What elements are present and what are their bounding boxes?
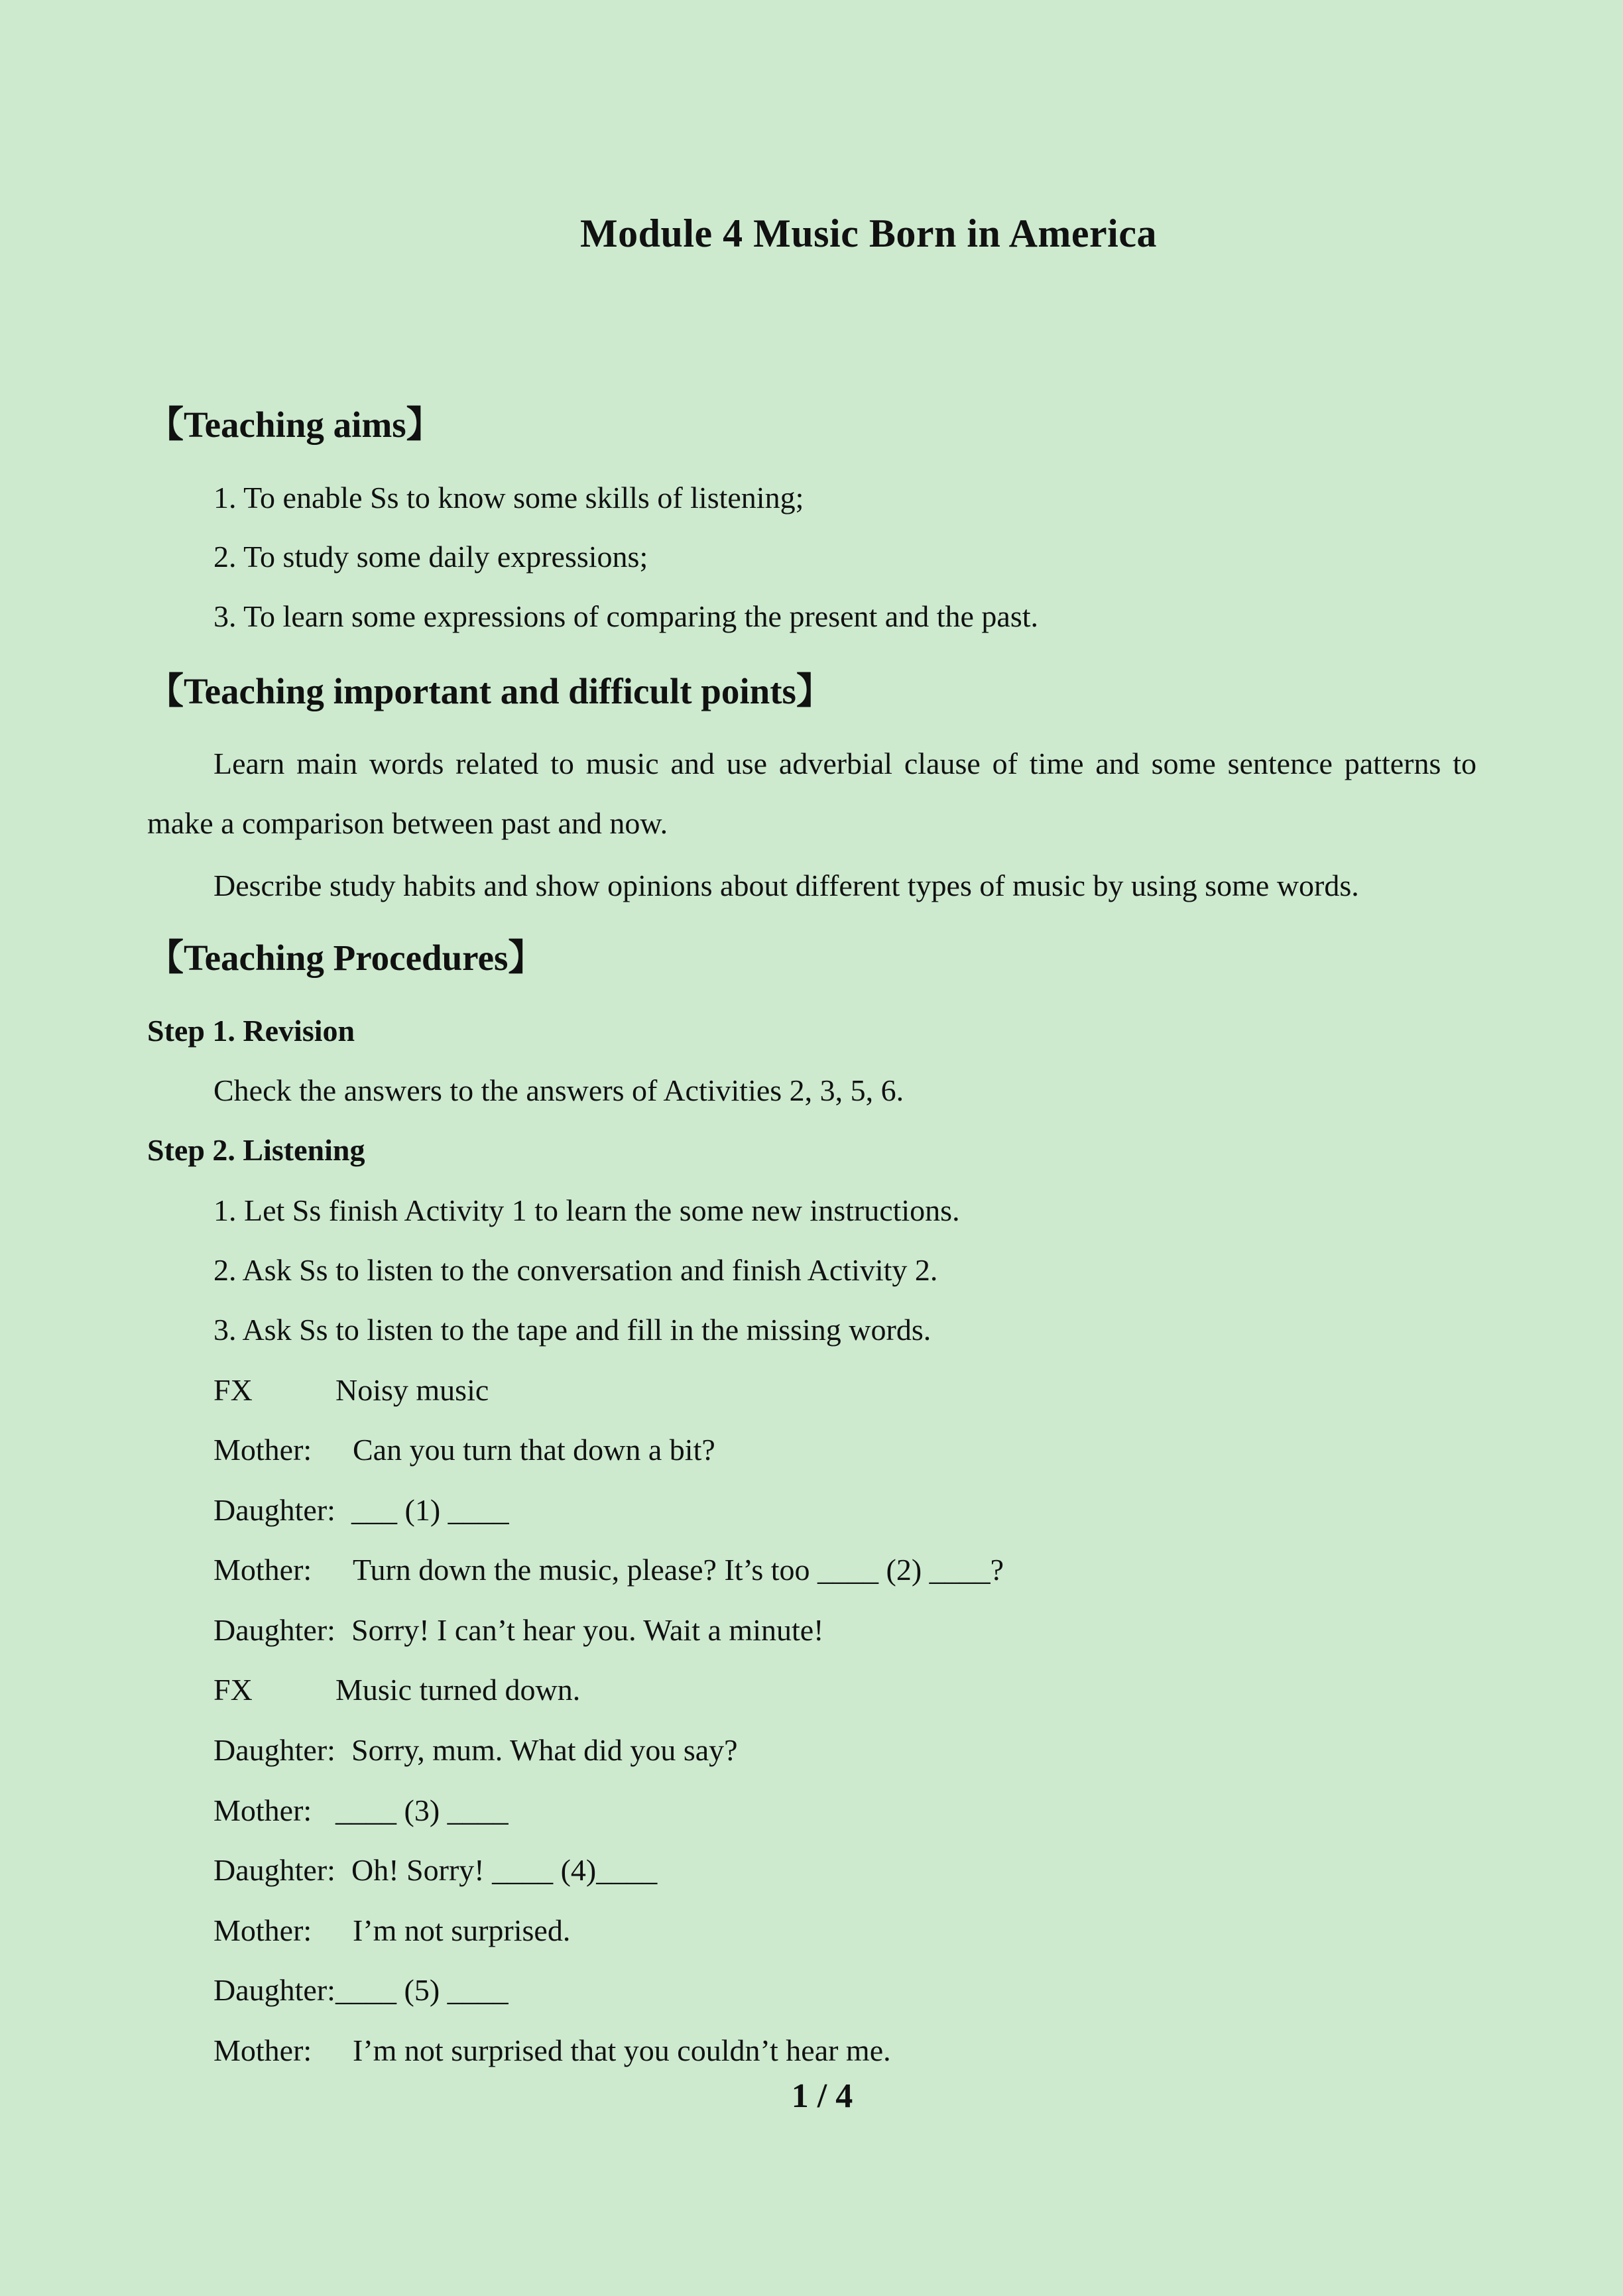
dialogue-line-daughter: ___ (1) ____ xyxy=(351,1493,509,1527)
dialogue-line-daughter: ____ (5) ____ xyxy=(335,1973,509,2007)
heading-important-points: 【Teaching important and difficult points】 xyxy=(147,671,833,711)
step2-title: Step 2. Listening xyxy=(147,1133,365,1167)
document-title: Module 4 Music Born in America xyxy=(580,211,1157,255)
dialogue-speaker-fx: FX xyxy=(213,1373,253,1407)
heading-teaching-procedures: 【Teaching Procedures】 xyxy=(147,937,545,978)
aims-item-1: 1. To enable Ss to know some skills of listening; xyxy=(213,481,804,514)
step1-title: Step 1. Revision xyxy=(147,1014,355,1048)
dialogue-line-daughter: Sorry! I can’t hear you. Wait a minute! xyxy=(351,1613,824,1647)
dialogue-speaker-daughter: Daughter: xyxy=(213,1973,335,2007)
dialogue-speaker-mother: Mother: xyxy=(213,1793,312,1827)
dialogue-speaker-fx: FX xyxy=(213,1673,253,1707)
dialogue-line-daughter: Sorry, mum. What did you say? xyxy=(351,1733,738,1767)
aims-item-3: 3. To learn some expressions of comparing the present and the past. xyxy=(213,599,1038,633)
dialogue-speaker-daughter: Daughter: xyxy=(213,1493,335,1527)
step1-text: Check the answers to the answers of Activities 2, 3, 5, 6. xyxy=(213,1073,904,1107)
points-paragraph-2: Describe study habits and show opinions about different types of music by using some words. xyxy=(213,869,1359,902)
dialogue-speaker-daughter: Daughter: xyxy=(213,1613,335,1647)
dialogue-speaker-daughter: Daughter: xyxy=(213,1853,335,1887)
dialogue-line-daughter: Oh! Sorry! ____ (4)____ xyxy=(351,1853,658,1887)
dialogue-line-mother: Can you turn that down a bit? xyxy=(353,1433,715,1467)
dialogue-speaker-mother: Mother: xyxy=(213,2033,312,2067)
dialogue-line-mother: I’m not surprised. xyxy=(353,1913,571,1947)
dialogue-speaker-mother: Mother: xyxy=(213,1433,312,1467)
heading-teaching-aims: 【Teaching aims】 xyxy=(147,404,443,445)
step2-item-3: 3. Ask Ss to listen to the tape and fill in the missing words. xyxy=(213,1313,932,1347)
step2-item-1: 1. Let Ss finish Activity 1 to learn the some new instructions. xyxy=(213,1193,960,1227)
dialogue-line-mother: ____ (3) ____ xyxy=(335,1793,509,1827)
dialogue-line-fx: Music turned down. xyxy=(335,1673,581,1707)
points-paragraph-1: Learn main words related to music and use adverbial clause of time and some sentence patterns to make a comparison between past and now. xyxy=(147,747,1476,840)
aims-item-2: 2. To study some daily expressions; xyxy=(213,540,648,574)
dialogue-speaker-daughter: Daughter: xyxy=(213,1733,335,1767)
dialogue-speaker-mother: Mother: xyxy=(213,1553,312,1587)
dialogue-line-mother: I’m not surprised that you couldn’t hear me. xyxy=(353,2033,891,2067)
step2-item-2: 2. Ask Ss to listen to the conversation and finish Activity 2. xyxy=(213,1253,938,1287)
dialogue-speaker-mother: Mother: xyxy=(213,1913,312,1947)
dialogue-line-mother: Turn down the music, please? It’s too ____ (2) ____? xyxy=(353,1553,1004,1587)
dialogue-line-fx: Noisy music xyxy=(335,1373,489,1407)
page-number: 1 / 4 xyxy=(791,2077,853,2115)
